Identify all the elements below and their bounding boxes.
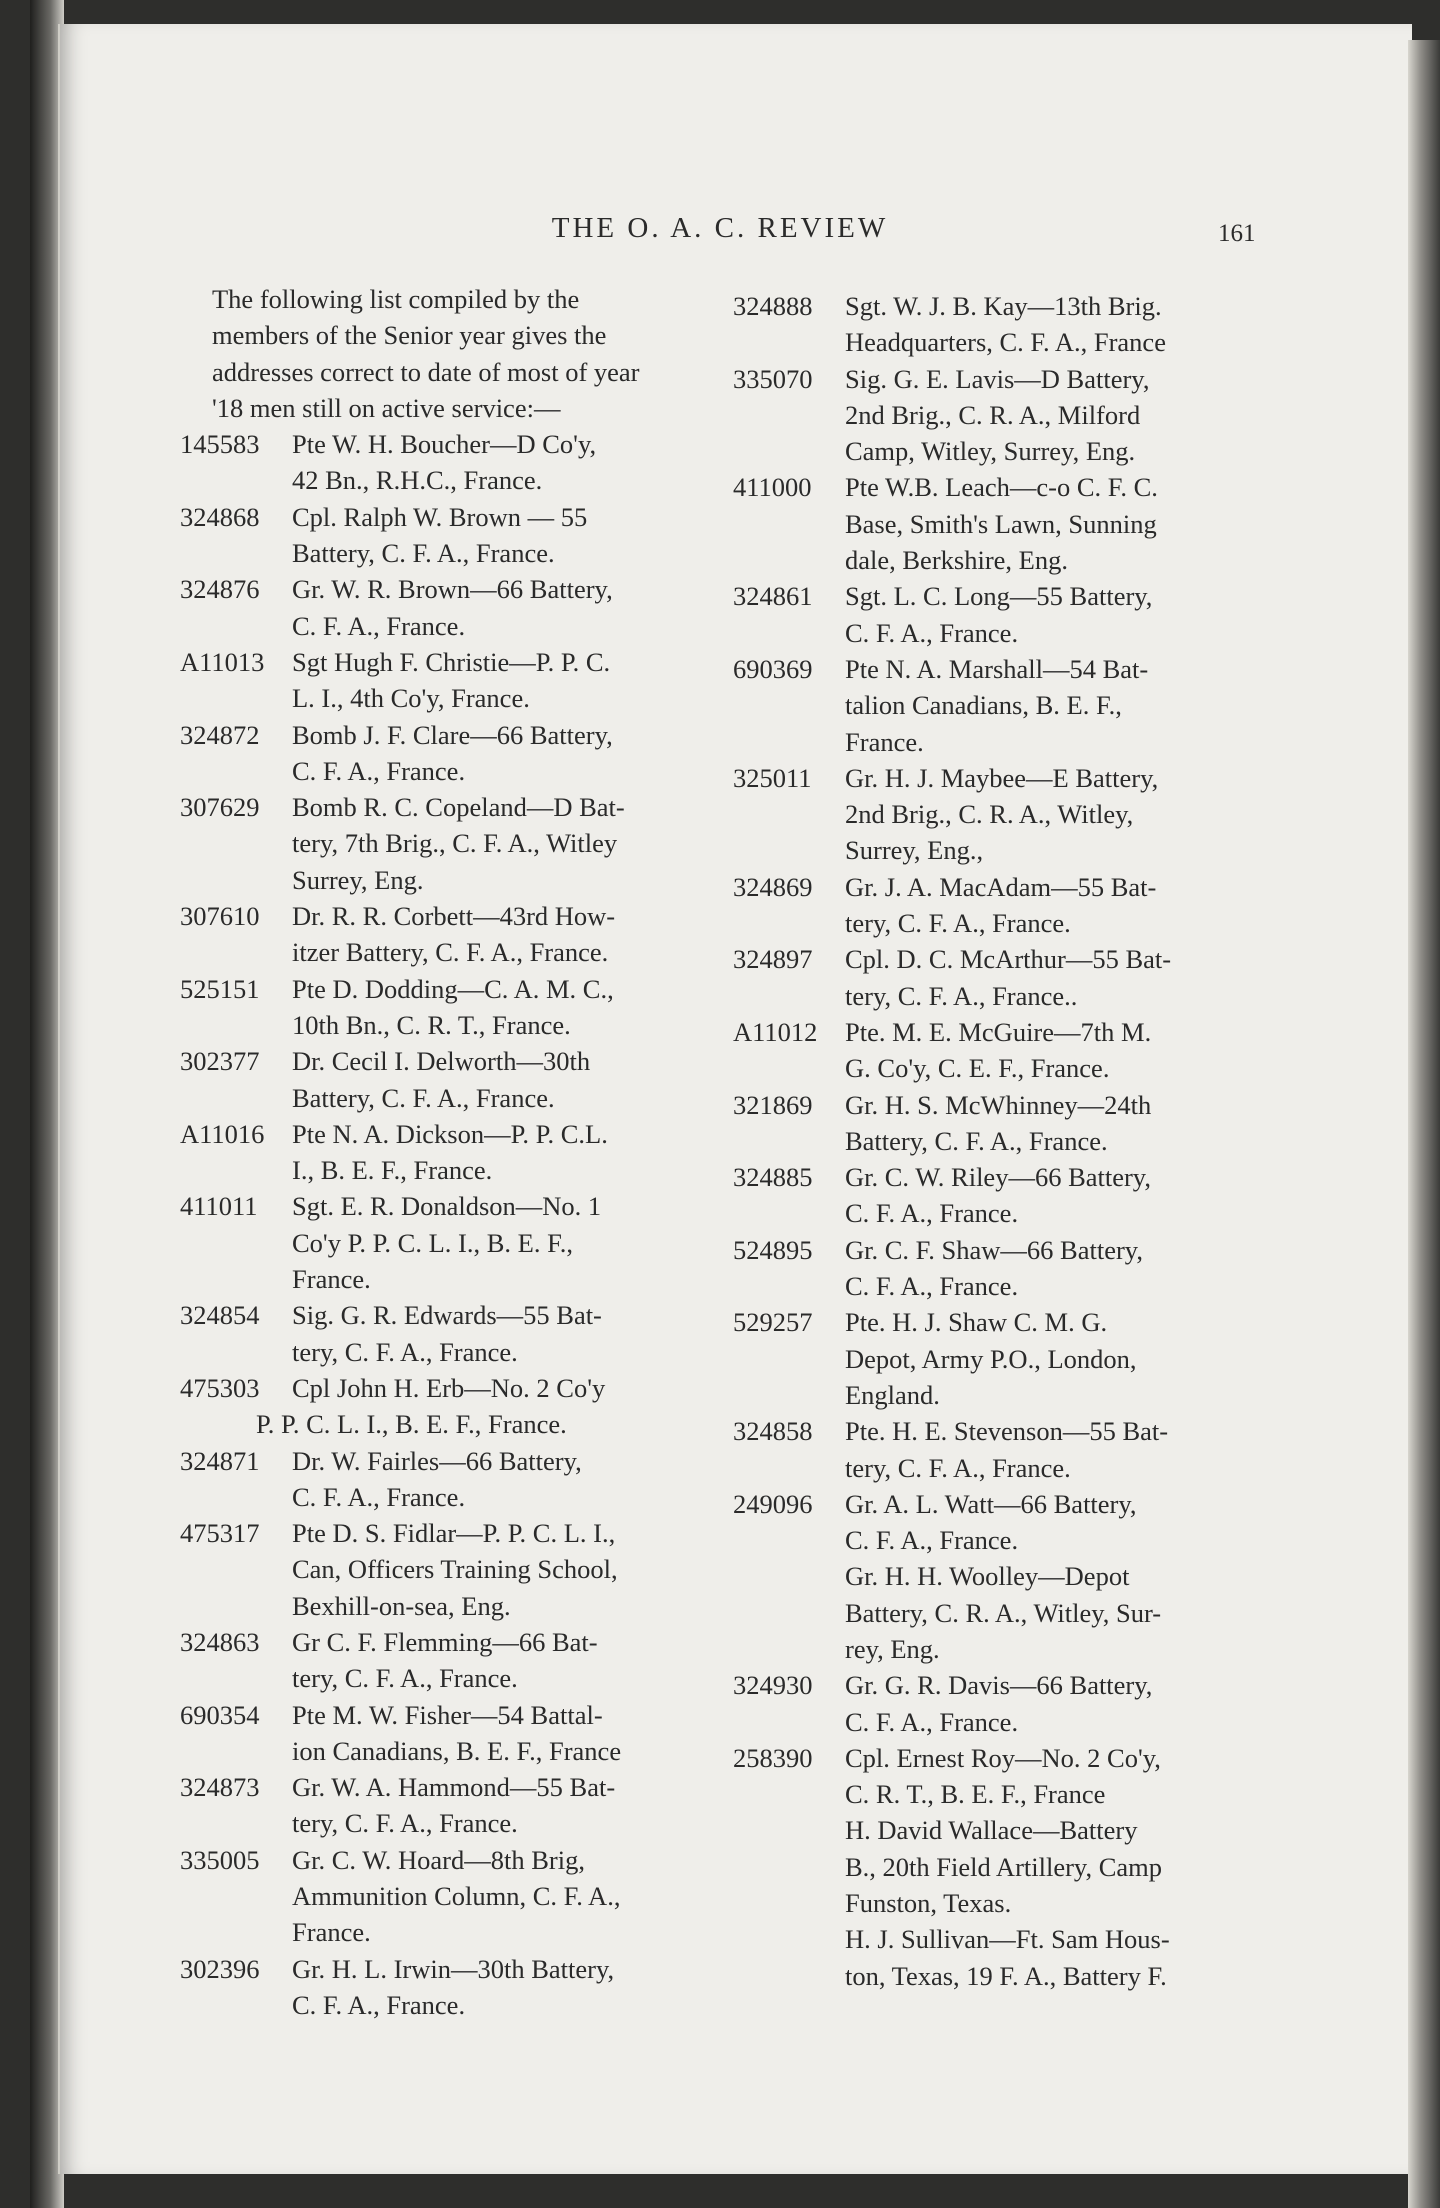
entry-line: Ammunition Column, C. F. A.,	[292, 1881, 621, 1912]
service-number: 524895	[733, 1234, 813, 1265]
entry-text	[292, 789, 710, 898]
entry-line: tery, 7th Brig., C. F. A., Witley	[292, 828, 618, 859]
service-number: 324897	[733, 944, 813, 975]
entry-text	[845, 1558, 1273, 1667]
entry-line: I., B. E. F., France.	[292, 1155, 493, 1186]
entry-line: Can, Officers Training School,	[292, 1554, 618, 1585]
left-entry-list	[180, 426, 710, 2023]
entry-line: Gr. C. W. Hoard—8th Brig,	[292, 1844, 585, 1875]
service-number: 525151	[180, 973, 260, 1004]
entry-line: Gr. H. H. Woolley—Depot	[845, 1561, 1130, 1592]
list-entry	[733, 1014, 1273, 1087]
entry-text	[845, 651, 1273, 760]
list-entry	[733, 651, 1273, 760]
service-number: 325011	[733, 762, 812, 793]
entry-text	[292, 1116, 710, 1189]
entry-line: Bexhill-on-sea, Eng.	[292, 1590, 511, 1621]
list-entry	[733, 1232, 1273, 1305]
entry-line: Co'y P. P. C. L. I., B. E. F.,	[292, 1227, 573, 1258]
service-number: 475317	[180, 1518, 260, 1549]
entry-text	[292, 644, 710, 717]
intro-line: The following list compiled by the	[212, 284, 580, 314]
entry-line: C. R. T., B. E. F., France	[845, 1779, 1106, 1810]
service-number: A11016	[180, 1118, 265, 1149]
entry-text	[292, 1297, 710, 1370]
entry-text	[845, 469, 1273, 578]
entry-line: Camp, Witley, Surrey, Eng.	[845, 436, 1136, 467]
list-entry	[733, 1558, 1273, 1667]
entry-line: Sgt. W. J. B. Kay—13th Brig.	[845, 291, 1162, 321]
service-number: 249096	[733, 1488, 813, 1519]
entry-text	[845, 1812, 1273, 1921]
entry-line: B., 20th Field Artillery, Camp	[845, 1851, 1163, 1882]
list-entry	[180, 1297, 710, 1370]
entry-line: C. F. A., France.	[292, 610, 466, 641]
entry-line: Cpl. Ernest Roy—No. 2 Co'y,	[845, 1742, 1161, 1773]
service-number: 324858	[733, 1416, 813, 1447]
list-entry	[180, 1116, 710, 1189]
entry-line: C. F. A., France.	[845, 1525, 1019, 1556]
entry-line: 2nd Brig., C. R. A., Witley,	[845, 799, 1134, 830]
service-number: 690354	[180, 1699, 260, 1730]
entry-text	[292, 499, 710, 572]
entry-text	[845, 1486, 1273, 1559]
entry-text	[845, 361, 1273, 470]
list-entry	[180, 1697, 710, 1770]
entry-line: rey, Eng.	[845, 1633, 940, 1664]
entry-line: Pte. H. E. Stevenson—55 Bat-	[845, 1416, 1169, 1447]
entry-line: France.	[292, 1917, 371, 1948]
entry-line: Dr. W. Fairles—66 Battery,	[292, 1445, 582, 1476]
entry-line: Gr. W. A. Hammond—55 Bat-	[292, 1772, 616, 1803]
list-entry	[733, 578, 1273, 651]
service-number: 258390	[733, 1742, 813, 1773]
intro-line: '18 men still on active service:—	[212, 392, 561, 423]
entry-line: Battery, C. F. A., France.	[292, 1082, 555, 1113]
entry-line: tery, C. F. A., France.	[845, 1452, 1071, 1483]
service-number: 324885	[733, 1162, 813, 1193]
list-entry	[733, 469, 1273, 578]
service-number: 335005	[180, 1844, 260, 1875]
entry-line: Gr. C. F. Shaw—66 Battery,	[845, 1234, 1143, 1265]
entry-line: ion Canadians, B. E. F., France	[292, 1735, 622, 1766]
entry-text	[292, 426, 710, 499]
entry-text	[845, 1740, 1273, 1813]
intro-line: members of the Senior year gives the	[212, 320, 607, 351]
entry-line: France.	[292, 1264, 371, 1295]
entry-line: Battery, C. R. A., Witley, Sur-	[845, 1597, 1162, 1628]
entry-line: Pte N. A. Dickson—P. P. C.L.	[292, 1118, 608, 1149]
entry-line: Cpl. D. C. McArthur—55 Bat-	[845, 944, 1172, 975]
entry-line: tery, C. F. A., France.	[292, 1336, 518, 1367]
list-entry	[733, 1413, 1273, 1486]
list-entry	[733, 288, 1273, 361]
entry-line: Bomb J. F. Clare—66 Battery,	[292, 719, 613, 750]
entry-line: ton, Texas, 19 F. A., Battery F.	[845, 1960, 1167, 1991]
entry-text	[845, 1667, 1273, 1740]
entry-line: Gr. G. R. Davis—66 Battery,	[845, 1670, 1153, 1701]
list-entry	[733, 1740, 1273, 1813]
entry-line: H. J. Sullivan—Ft. Sam Hous-	[845, 1924, 1170, 1955]
list-entry	[180, 898, 710, 971]
entry-line: Pte D. Dodding—C. A. M. C.,	[292, 973, 614, 1004]
entry-line: 42 Bn., R.H.C., France.	[292, 465, 543, 496]
entry-text	[845, 1014, 1273, 1087]
intro-line: addresses correct to date of most of year	[212, 356, 640, 387]
service-number: 324863	[180, 1626, 260, 1657]
service-number: A11012	[733, 1016, 818, 1047]
intro-paragraph	[180, 281, 710, 426]
service-number: 529257	[733, 1307, 813, 1338]
list-entry	[180, 571, 710, 644]
entry-line: C. F. A., France.	[292, 1481, 466, 1512]
list-entry	[733, 1812, 1273, 1921]
list-entry	[733, 1159, 1273, 1232]
service-number: 302377	[180, 1046, 260, 1077]
service-number: 145583	[180, 429, 260, 460]
list-entry	[733, 1486, 1273, 1559]
service-number: 324861	[733, 581, 813, 612]
list-entry	[180, 1951, 710, 2024]
entry-line: talion Canadians, B. E. F.,	[845, 690, 1122, 721]
entry-line: Cpl. Ralph W. Brown — 55	[292, 501, 588, 532]
entry-line: Headquarters, C. F. A., France	[845, 327, 1166, 358]
page-edge	[1408, 40, 1440, 2208]
entry-line: Pte M. W. Fisher—54 Battal-	[292, 1699, 603, 1730]
entry-text	[845, 760, 1273, 869]
entry-line: tery, C. F. A., France..	[845, 980, 1078, 1011]
entry-line: G. Co'y, C. E. F., France.	[845, 1053, 1110, 1084]
entry-line: H. David Wallace—Battery	[845, 1815, 1138, 1846]
entry-text	[845, 578, 1273, 651]
service-number: 302396	[180, 1953, 260, 1984]
entry-line: P. P. C. L. I., B. E. F., France.	[256, 1409, 567, 1440]
service-number: 411000	[733, 472, 812, 503]
service-number: 324854	[180, 1300, 260, 1331]
entry-line: Pte W. H. Boucher—D Co'y,	[292, 429, 597, 460]
entry-line: itzer Battery, C. F. A., France.	[292, 937, 609, 968]
entry-text	[292, 717, 710, 790]
right-column	[733, 288, 1273, 1994]
entry-line: Dr. Cecil I. Delworth—30th	[292, 1046, 591, 1077]
list-entry	[733, 1921, 1273, 1994]
entry-line: Gr. H. L. Irwin—30th Battery,	[292, 1953, 615, 1984]
list-entry	[733, 1087, 1273, 1160]
entry-line: Gr C. F. Flemming—66 Bat-	[292, 1626, 598, 1657]
entry-text	[845, 869, 1273, 942]
entry-text	[292, 1842, 710, 1951]
entry-line: C. F. A., France.	[845, 1271, 1019, 1302]
entry-text	[845, 1087, 1273, 1160]
entry-line: C. F. A., France.	[292, 755, 466, 786]
list-entry	[180, 1624, 710, 1697]
entry-line: C. F. A., France.	[292, 1989, 466, 2020]
entry-line: Battery, C. F. A., France.	[845, 1125, 1108, 1156]
service-number: 307629	[180, 792, 260, 823]
service-number	[733, 1812, 845, 1921]
service-number: 475303	[180, 1372, 260, 1403]
entry-line: England.	[845, 1379, 940, 1410]
entry-line: Bomb R. C. Copeland—D Bat-	[292, 792, 625, 823]
list-entry	[180, 499, 710, 572]
list-entry	[180, 1188, 710, 1297]
list-entry	[733, 760, 1273, 869]
list-entry	[180, 717, 710, 790]
service-number: A11013	[180, 646, 265, 677]
list-entry	[733, 941, 1273, 1014]
entry-line: Sig. G. R. Edwards—55 Bat-	[292, 1300, 602, 1331]
entry-line: C. F. A., France.	[845, 1198, 1019, 1229]
service-number	[733, 1921, 845, 1994]
entry-line: L. I., 4th Co'y, France.	[292, 683, 530, 714]
entry-text	[845, 1921, 1273, 1994]
entry-line: Sgt Hugh F. Christie—P. P. C.	[292, 646, 611, 677]
entry-line: Pte N. A. Marshall—54 Bat-	[845, 653, 1149, 684]
list-entry	[180, 1370, 710, 1406]
list-entry	[180, 1769, 710, 1842]
entry-text	[845, 1413, 1273, 1486]
entry-line: tery, C. F. A., France.	[845, 908, 1071, 939]
entry-text	[845, 1304, 1273, 1413]
entry-line: tery, C. F. A., France.	[292, 1808, 518, 1839]
entry-text	[292, 898, 710, 971]
entry-line: 2nd Brig., C. R. A., Milford	[845, 399, 1141, 430]
entry-text	[292, 1769, 710, 1842]
entry-text	[292, 1697, 710, 1770]
list-entry	[180, 1043, 710, 1116]
entry-line: Pte D. S. Fidlar—P. P. C. L. I.,	[292, 1518, 616, 1549]
service-number: 321869	[733, 1089, 813, 1120]
entry-text	[292, 1515, 710, 1624]
service-number: 411011	[180, 1191, 258, 1222]
entry-text	[292, 1370, 710, 1406]
entry-line: tery, C. F. A., France.	[292, 1663, 518, 1694]
entry-line: Cpl John H. Erb—No. 2 Co'y	[292, 1372, 606, 1403]
service-number: 324868	[180, 501, 260, 532]
entry-line: Pte W.B. Leach—c-o C. F. C.	[845, 472, 1158, 503]
entry-line: Dr. R. R. Corbett—43rd How-	[292, 901, 616, 932]
left-column	[180, 281, 710, 2023]
entry-line: Gr. H. J. Maybee—E Battery,	[845, 762, 1159, 793]
service-number	[733, 1558, 845, 1667]
service-number: 324872	[180, 719, 260, 750]
entry-line: Sgt. L. C. Long—55 Battery,	[845, 581, 1153, 612]
page-number: 161	[1218, 220, 1256, 247]
right-entry-list	[733, 288, 1273, 1994]
entry-line: Gr. A. L. Watt—66 Battery,	[845, 1488, 1137, 1519]
service-number: 307610	[180, 901, 260, 932]
entry-line: C. F. A., France.	[845, 617, 1019, 648]
list-entry	[733, 869, 1273, 942]
entry-line: Gr. H. S. McWhinney—24th	[845, 1089, 1152, 1120]
running-header: THE O. A. C. REVIEW	[551, 212, 889, 244]
entry-text	[292, 1624, 710, 1697]
service-number: 324869	[733, 871, 813, 902]
entry-line: Surrey, Eng.	[292, 864, 424, 895]
service-number: 324930	[733, 1670, 813, 1701]
service-number: 335070	[733, 363, 813, 394]
service-number: 324873	[180, 1772, 260, 1803]
entry-line: Sig. G. E. Lavis—D Battery,	[845, 363, 1150, 394]
entry-line: France.	[845, 726, 924, 757]
list-entry	[733, 1667, 1273, 1740]
entry-line: Surrey, Eng.,	[845, 835, 984, 866]
service-number: 324888	[733, 291, 813, 321]
entry-text	[292, 1188, 710, 1297]
entry-line: Depot, Army P.O., London,	[845, 1343, 1137, 1374]
entry-line: Gr. C. W. Riley—66 Battery,	[845, 1162, 1151, 1193]
entry-text	[292, 1043, 710, 1116]
entry-text	[845, 1159, 1273, 1232]
entry-line: Pte. H. J. Shaw C. M. G.	[845, 1307, 1108, 1338]
list-entry	[180, 971, 710, 1044]
list-entry	[733, 1304, 1273, 1413]
list-entry	[180, 1842, 710, 1951]
service-number: 690369	[733, 653, 813, 684]
list-entry	[180, 789, 710, 898]
entry-line: Gr. W. R. Brown—66 Battery,	[292, 574, 613, 605]
list-entry	[733, 361, 1273, 470]
entry-text	[845, 1232, 1273, 1305]
list-entry	[180, 426, 710, 499]
service-number: 324876	[180, 574, 260, 605]
list-entry	[180, 1443, 710, 1516]
entry-line: Base, Smith's Lawn, Sunning	[845, 508, 1157, 539]
entry-line: Pte. M. E. McGuire—7th M.	[845, 1016, 1152, 1047]
entry-line: Gr. J. A. MacAdam—55 Bat-	[845, 871, 1157, 902]
entry-text	[292, 971, 710, 1044]
entry-line: dale, Berkshire, Eng.	[845, 545, 1068, 576]
entry-line: C. F. A., France.	[845, 1706, 1019, 1737]
list-entry	[180, 1515, 710, 1624]
entry-text	[292, 1443, 710, 1516]
entry-text	[845, 941, 1273, 1014]
entry-line: 10th Bn., C. R. T., France.	[292, 1009, 571, 1040]
entry-text	[845, 288, 1273, 361]
list-entry	[180, 644, 710, 717]
entry-text	[292, 571, 710, 644]
entry-line: Funston, Texas.	[845, 1888, 1012, 1919]
entry-line: Sgt. E. R. Donaldson—No. 1	[292, 1191, 602, 1222]
entry-line: Battery, C. F. A., France.	[292, 538, 555, 569]
entry-text	[292, 1951, 710, 2024]
service-number: 324871	[180, 1445, 260, 1476]
